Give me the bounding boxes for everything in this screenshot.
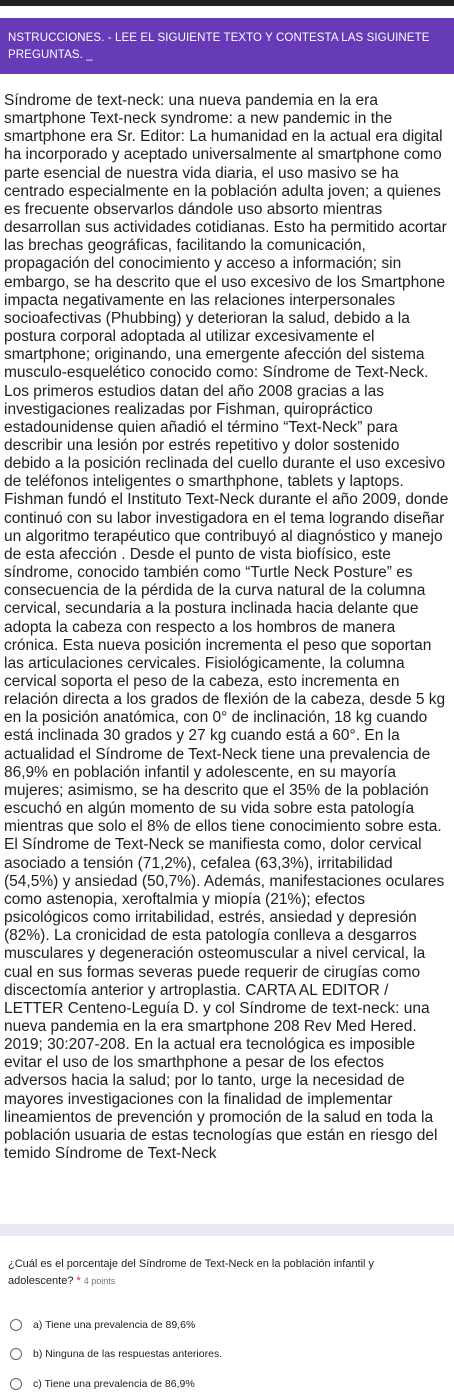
radio-button[interactable] xyxy=(10,1348,22,1360)
top-gap xyxy=(0,6,454,18)
option-b[interactable] xyxy=(8,1340,446,1370)
radio-button[interactable] xyxy=(10,1319,22,1331)
option-a[interactable] xyxy=(8,1310,446,1340)
points-label: 4 points xyxy=(83,1276,116,1286)
passage-text: Síndrome de text-neck: una nueva pandemia en la era smartphone Text-neck syndrome: a new pandemic in the smartphone era Sr. Editor: La humanidad en la actual era digital ha incorporado y aceptado universalmente al smartphone como parte esencial de nuestra vida diaria, el uso masivo se ha centrado especialmente en la población adulta joven; a quienes es frecuente observarlos dándole uso absorto mientras desarrollan sus actividades cotidianas. Esto ha permitido acortar las brechas geográficas, facilitando la comunicación, propagación del conocimiento y acceso a información; sin embargo, se ha descrito que el uso excesivo de los Smartphone impacta negativamente en las relaciones interpersonales socioafectivas (Phubbing) y deterioran la salud, debido a la postura corporal adoptada al utilizar excesivamente el smartphone; originando, una emergente afección del sistema musculo-esquelético conocido como: Síndrome de Text-Neck. Los primeros estudios datan del año 2008 gracias a las investigaciones realizadas por Fishman, quiropráctico estadounidense quien añadió el término “Text-Neck” para describir una lesión por estrés repetitivo y dolor sostenido debido a la posición reclinada del cuello durante el uso excesivo de teléfonos inteligentes o smarthphone, tablets y laptops. Fishman fundó el Instituto Text-Neck durante el año 2009, donde continuó con su labor investigadora en el tema logrando diseñar un algoritmo terapéutico que contribuyó al diagnóstico y manejo de esta afección . Desde el punto de vista biofísico, este síndrome, conocido también como “Turtle Neck Posture” es consecuencia de la pérdida de la curva natural de la columna cervical, secundaria a la postura inclinada hacia delante que adopta la cabeza con respecto a los hombros de manera crónica. Esta nueva posición incrementa el peso que soportan las articulaciones cervicales. Fisiológicamente, la columna cervical soporta el peso de la cabeza, esto incrementa en relación directa a los grados de flexión de la cabeza, desde 5 kg en la posición anatómica, con 0° de inclinación, 18 kg cuando está inclinada 30 grados y 27 kg cuando está a 60°. En la actualidad el Síndrome de Text-Neck tiene una prevalencia de 86,9% en población infantil y adolescente, en su mayoría mujeres; asimismo, se ha descrito que el 35% de la población escuchó en algún momento de su vida sobre esta patología mientras que solo el 8% de ellos tiene conocimiento sobre esta. El Síndrome de Text-Neck se manifiesta como, dolor cervical asociado a tensión (71,2%), cefalea (63,3%), irritabilidad (54,5%) y ansiedad (50,7%). Además, manifestaciones oculares como astenopia, xeroftalmia y miopía (21%); efectos psicológicos como irritabilidad, estrés, ansiedad y depresión (82%). La cronicidad de esta patología conlleva a desgarros musculares y degeneración osteomuscular a nivel cervical, la cual en sus formas severas puede requerir de cirugías como discectomía anterior y artroplastia. CARTA AL EDITOR / LETTER Centeno-Leguía D. y col Síndrome de text-neck: una nueva pandemia en la era smartphone 208 Rev Med Hered. 2019; 30:207-208. En la actual era tecnológica es imposible evitar el uso de los smarthphone a pesar de los efectos adversos hacia la salud; por lo tanto, urge la necesidad de mayores investigaciones con la finalidad de implementar lineamientos de prevención y promoción de la salud en toda la población usuaria de estas tecnologías que están en riesgo del temido Síndrome de Text-Neck xyxy=(4,92,449,1163)
section-header-text: NSTRUCCIONES. - LEE EL SIGUIENTE TEXTO Y CONTESTA LAS SIGUINETE PREGUNTAS. _ xyxy=(8,32,430,61)
option-label: a) Tiene una prevalencia de 89,6% xyxy=(33,1318,196,1331)
section-divider xyxy=(0,1224,454,1236)
question-title xyxy=(8,1256,446,1290)
required-asterisk: * xyxy=(76,1275,81,1287)
section-header xyxy=(0,18,454,74)
option-label: b) Ninguna de las respuestas anteriores. xyxy=(33,1348,223,1361)
question-text: ¿Cuál es el porcentaje del Síndrome de Text-Neck en la población infantil y adolescente? xyxy=(8,1258,375,1287)
radio-button[interactable] xyxy=(10,1378,22,1390)
option-c[interactable] xyxy=(8,1369,446,1399)
option-label: c) Tiene una prevalencia de 86,9% xyxy=(33,1377,195,1390)
question-card xyxy=(0,1236,454,1399)
options-list xyxy=(8,1310,446,1399)
